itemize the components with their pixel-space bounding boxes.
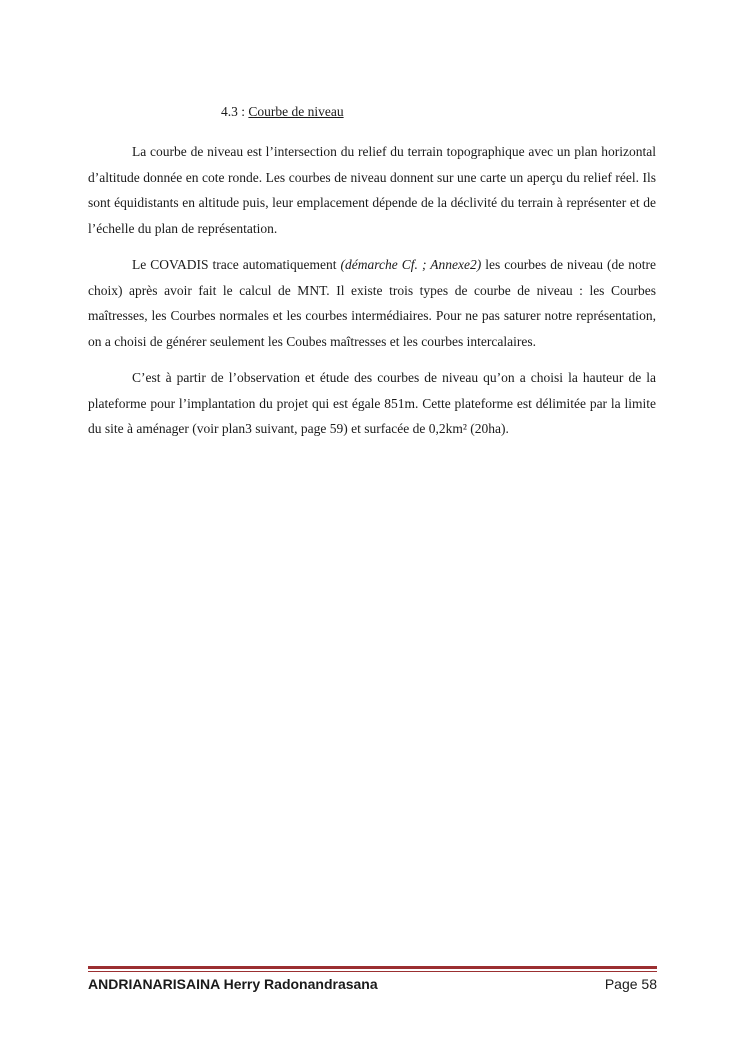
footer-author: ANDRIANARISAINA Herry Radonandrasana [88, 976, 378, 992]
section-title: Courbe de niveau [248, 104, 344, 119]
section-heading [221, 103, 656, 121]
paragraph-2 [88, 252, 656, 354]
paragraph-2-end: les courbes de niveau (de notre choix) après avoir fait le calcul de MNT. Il existe trois types de courbe de niveau : les Courbes maîtresses, les Courbes normales et les courbes intermédiaires. Pour ne pas saturer notre représentation, on a choisi de générer seulement les Coubes maîtresses et les courbes intercalaires. [88, 257, 657, 349]
paragraph-2-start: Le COVADIS trace automatiquement [132, 257, 337, 272]
paragraph-3: C’est à partir de l’observation et étude des courbes de niveau qu’on a choisi la hauteur de la plateforme pour l’implantation du projet qui est égale 851m. Cette plateforme est délimitée par la limite du site à aménager (voir plan3 suivant, page 59) et surfacée de 0,2km² (20ha). [88, 370, 656, 436]
section-number: 4.3 : [221, 104, 246, 119]
footer-rule [88, 966, 657, 973]
paragraph-1: La courbe de niveau est l’intersection du relief du terrain topographique avec un plan horizontal d’altitude donnée en cote ronde. Les courbes de niveau donnent sur une carte un aperçu du relief réel. Ils sont équidistants en altitude puis, leur emplacement dépende de la déclivité du terrain à représenter et de l’échelle du plan de représentation. [88, 144, 656, 236]
paragraph-2-reference: (démarche Cf. ; Annexe2) [340, 257, 482, 272]
page-body [88, 103, 656, 453]
page-footer [88, 974, 657, 994]
footer-page-number: Page 58 [604, 976, 657, 992]
footer-rule-thin [88, 971, 657, 972]
footer-rule-thick [88, 966, 657, 969]
